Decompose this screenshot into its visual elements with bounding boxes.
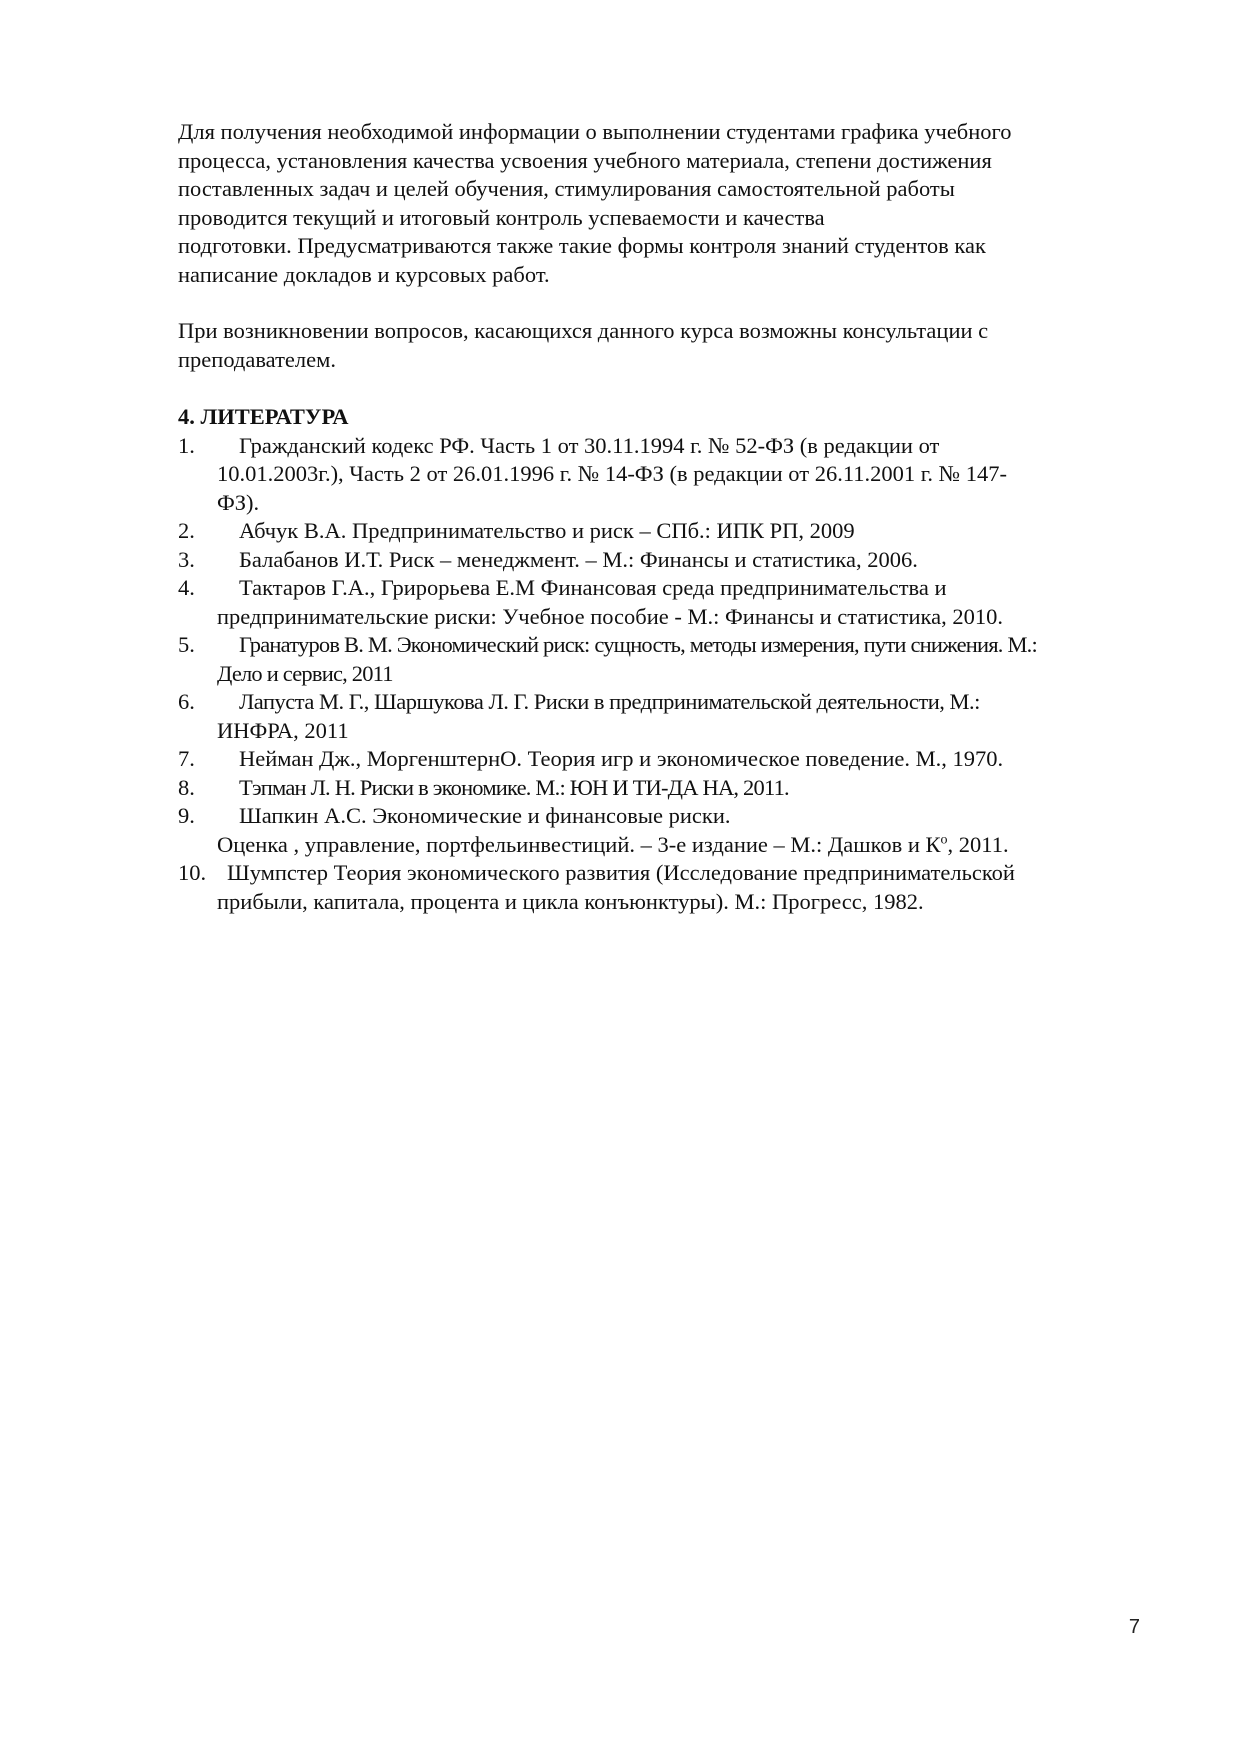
paragraph-control (178, 118, 1138, 289)
reference-item (178, 802, 1138, 859)
reference-item (178, 432, 1138, 518)
reference-text-with-superscript (217, 831, 1138, 860)
reference-number: 6. (178, 689, 195, 714)
reference-item (178, 688, 1138, 745)
reference-number: 7. (178, 746, 195, 771)
reference-text: Шумпстер Теория экономического развития (Исследование предпринимательской (227, 860, 1015, 885)
reference-text: Нейман Дж., МоргенштернО. Теория игр и экономическое поведение. М., 1970. (239, 746, 1004, 771)
superscript: о (940, 832, 948, 847)
reference-item (178, 517, 1138, 546)
paragraph-line: подготовки. Предусматриваются также такие формы контроля знаний студентов как (178, 233, 986, 258)
paragraph-line: процесса, установления качества усвоения учебного материала, степени достижения (178, 147, 992, 173)
paragraph-line: написание докладов и курсовых работ. (178, 261, 550, 287)
reference-number: 10. (178, 860, 207, 885)
reference-text: Тактаров Г.А., Грирорьева Е.М Финансовая среда предпринимательства и (239, 575, 947, 600)
reference-number: 5. (178, 632, 195, 657)
reference-item (178, 774, 1138, 803)
reference-text: Лапуста М. Г., Шаршукова Л. Г. Риски в предпринимательской деятельности, М.: (239, 689, 980, 714)
reference-text: Гранатуров В. М. Экономический риск: сущность, методы измерения, пути снижения. М.: (239, 632, 1037, 657)
reference-text: Гражданский кодекс РФ. Часть 1 от 30.11.1994 г. № 52-ФЗ (в редакции от (239, 432, 940, 458)
reference-text: Тэпман Л. Н. Риски в экономике. М.: ЮН И ТИ-ДА НА, 2011. (239, 774, 789, 800)
reference-item (178, 631, 1138, 688)
reference-list (178, 432, 1138, 917)
reference-number: 4. (178, 575, 195, 600)
reference-text: Шапкин А.С. Экономические и финансовые риски. (239, 803, 731, 828)
paragraph-line: Для получения необходимой информации о выполнении студентами графика учебного (178, 119, 1012, 144)
reference-number: 2. (178, 518, 195, 543)
reference-item (178, 745, 1138, 774)
reference-item (178, 859, 1138, 916)
page-number: 7 (1128, 1616, 1140, 1638)
reference-number: 1. (178, 432, 195, 458)
section-heading: 4. ЛИТЕРАТУРА (178, 404, 349, 429)
paragraph-consultations (178, 317, 1138, 374)
reference-text: ФЗ). (217, 489, 260, 515)
reference-text-part: Оценка , управление, портфельинвестиций. – 3-е издание – М.: Дашков и К (217, 831, 941, 857)
reference-number: 8. (178, 774, 195, 800)
reference-text: прибыли, капитала, процента и цикла конъюнктуры). М.: Прогресс, 1982. (217, 888, 924, 914)
reference-text: ИНФРА, 2011 (217, 717, 349, 743)
reference-text-part: , 2011. (947, 831, 1009, 857)
reference-text: 10.01.2003г.), Часть 2 от 26.01.1996 г. № 14-ФЗ (в редакции от 26.11.2001 г. № 147- (217, 461, 1008, 486)
reference-text: предпринимательские риски: Учебное пособие - М.: Финансы и статистика, 2010. (217, 603, 1003, 629)
reference-text: Абчук В.А. Предпринимательство и риск – СПб.: ИПК РП, 2009 (239, 518, 855, 543)
paragraph-line: преподавателем. (178, 346, 336, 372)
reference-number: 3. (178, 546, 195, 572)
reference-text: Балабанов И.Т. Риск – менеджмент. – М.: Финансы и статистика, 2006. (239, 546, 918, 572)
paragraph-line: При возникновении вопросов, касающихся данного курса возможны консультации с (178, 318, 989, 343)
reference-number: 9. (178, 803, 195, 828)
paragraph-line: поставленных задач и целей обучения, стимулирования самостоятельной работы (178, 176, 955, 201)
reference-item (178, 546, 1138, 575)
page-content (178, 118, 1138, 916)
reference-text: Дело и сервис, 2011 (217, 660, 393, 686)
paragraph-line: проводится текущий и итоговый контроль успеваемости и качества (178, 204, 825, 230)
reference-item (178, 574, 1138, 631)
